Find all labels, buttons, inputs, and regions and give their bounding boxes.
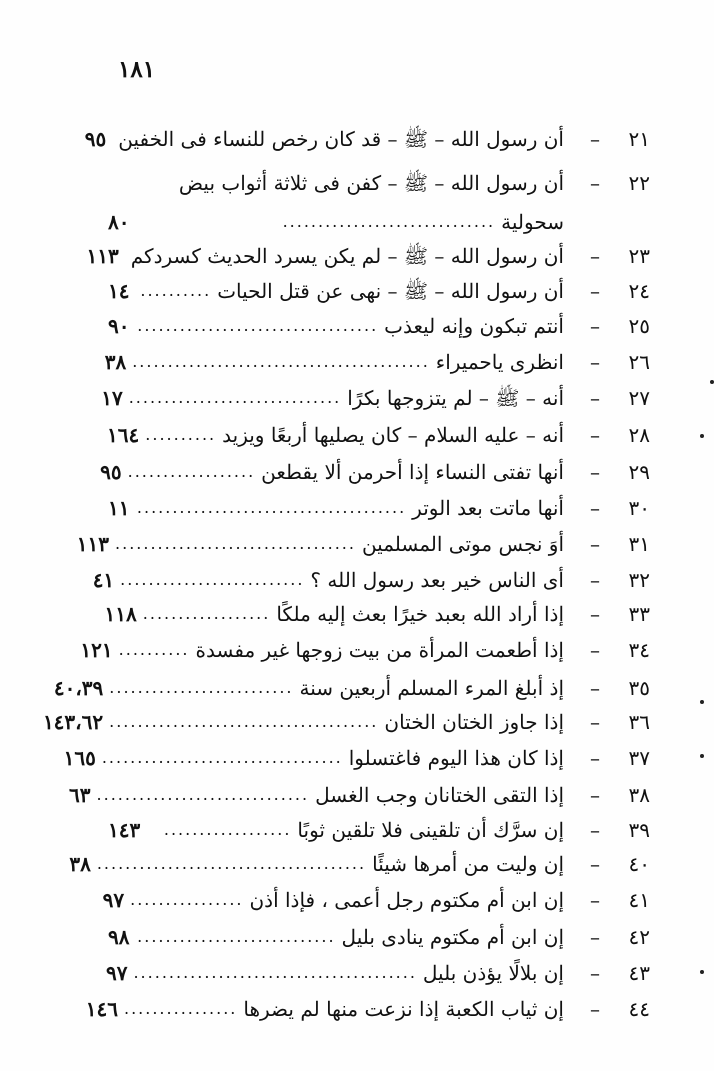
- leader-dots: ..............................: [96, 785, 310, 804]
- entry-number: ٢٩: [628, 460, 650, 484]
- entry-page-ref: ٦٣: [69, 783, 91, 807]
- index-entry: [69, 778, 650, 812]
- index-entry: [63, 741, 650, 775]
- leader-dots: ............................: [137, 927, 336, 946]
- entry-dash: –: [590, 279, 600, 303]
- entry-page-ref: ٩٥: [84, 127, 107, 151]
- entry-page-ref: ٤٠،٣٩: [53, 676, 104, 700]
- entry-text: أى الناس خير بعد رسول الله ؟: [310, 568, 564, 592]
- entry-body: [85, 992, 564, 1026]
- entry-body: [69, 847, 564, 881]
- entry-body: [108, 309, 564, 343]
- leader-dots: ..................: [163, 820, 292, 839]
- entry-page-ref: ١٤٣،٦٢: [42, 710, 104, 734]
- index-entry: [102, 883, 650, 917]
- entry-body: [108, 491, 564, 525]
- entry-dash: –: [590, 460, 600, 484]
- entry-text: أنتم تبكون وإنه ليعذب: [384, 314, 564, 338]
- index-entry: [69, 847, 650, 881]
- index-entry: [42, 705, 650, 739]
- entry-number: ٢٥: [628, 314, 650, 338]
- entry-number: ٢٨: [628, 423, 650, 447]
- entry-text: إن ابن أم مكتوم ينادى بليل: [341, 925, 564, 949]
- entry-number: ٣٣: [628, 602, 650, 626]
- index-entry: [108, 274, 650, 308]
- margin-mark: [700, 434, 704, 438]
- entry-dash: –: [590, 997, 600, 1021]
- index-entry: [76, 527, 650, 561]
- entry-number: ٣٤: [628, 638, 650, 662]
- leader-dots: ..........: [118, 640, 190, 659]
- entry-text: أنها ماتت بعد الوتر: [412, 496, 564, 520]
- entry-page-ref: ٩٨: [108, 925, 130, 949]
- entry-text: سحولية: [501, 210, 564, 234]
- leader-dots: ........................................: [133, 963, 417, 982]
- entry-text: أن رسول الله – ﷺ – كفن فى ثلاثة أثواب بيض: [178, 171, 564, 195]
- entry-dash: –: [590, 852, 600, 876]
- index-entry: [80, 633, 650, 667]
- entry-page-ref: ٤١: [92, 568, 115, 592]
- entry-page-ref: ٩٧: [102, 888, 125, 912]
- entry-number: ٢٣: [628, 244, 650, 268]
- entry-body: [105, 956, 564, 990]
- entry-body: [76, 527, 564, 561]
- entry-body: [102, 883, 564, 917]
- entry-dash: –: [590, 710, 600, 734]
- entry-text: إن ابن أم مكتوم رجل أعمى ، فإذا أذن: [249, 888, 564, 912]
- leader-dots: ..................: [127, 462, 256, 481]
- entry-text: أنه – عليه السلام – كان يصليها أربعًا ويزيد: [222, 423, 564, 447]
- entry-body: [104, 345, 564, 379]
- entry-body: [86, 239, 564, 273]
- entry-dash: –: [590, 568, 600, 592]
- leader-dots: ..........................................: [132, 352, 430, 371]
- leader-dots: ..........................: [120, 570, 305, 589]
- entry-number: ٣٧: [628, 746, 650, 770]
- entry-page-ref: ٩٧: [105, 961, 128, 985]
- entry-number: ٤١: [628, 888, 650, 912]
- entry-dash: –: [590, 244, 600, 268]
- entry-text: أن رسول الله – ﷺ – قد كان رخص للنساء فى الخفين: [118, 127, 564, 151]
- entry-dash: –: [590, 171, 600, 195]
- index-entry: [105, 956, 650, 990]
- index-entry: [100, 455, 650, 489]
- leader-dots: ..........................: [109, 678, 294, 697]
- index-entry: [86, 239, 650, 273]
- leader-dots: ..........: [145, 425, 217, 444]
- entry-text: إن سرَّك أن تلقينى فلا تلقين ثوبًا: [297, 818, 564, 842]
- entry-page-ref: ١١٨: [104, 602, 137, 626]
- entry-number: ٢١: [628, 127, 650, 151]
- leader-dots: ......................................: [136, 498, 407, 517]
- leader-dots: ......................................: [109, 712, 379, 731]
- entry-text: إذا أراد الله بعبد خيرًا بعث إليه ملكًا: [276, 602, 564, 626]
- leader-dots: ..................................: [137, 316, 379, 335]
- entry-text: إن ثياب الكعبة إذا نزعت منها لم يضرها: [243, 997, 564, 1021]
- entry-body: [84, 122, 564, 156]
- leader-dots: ..............................: [282, 212, 496, 231]
- entry-text: أنها تفتى النساء إذا أحرمن ألا يقطعن: [261, 460, 564, 484]
- entry-text: انظرى ياحميراء: [435, 350, 564, 374]
- entry-number: ٣٥: [628, 676, 650, 700]
- entry-body: [108, 418, 564, 452]
- entry-page-ref: ١٧: [101, 386, 123, 410]
- entry-page-ref: ٣٨: [104, 350, 127, 374]
- entry-body: [100, 455, 564, 489]
- index-entry: [104, 597, 650, 631]
- entry-page-ref: ١١٣: [86, 244, 119, 268]
- index-entry: [108, 309, 650, 343]
- entry-number: ٤٢: [628, 925, 650, 949]
- index-entry: [108, 418, 650, 452]
- index-entry: [84, 122, 650, 156]
- entry-body: [42, 705, 564, 739]
- entry-page-ref: ١٢١: [80, 638, 113, 662]
- entry-page-ref: ٩٠: [108, 314, 130, 338]
- index-entry: [108, 166, 650, 200]
- leader-dots: ................: [124, 999, 238, 1018]
- entry-page-ref: ٨٠: [108, 210, 130, 234]
- entry-dash: –: [590, 888, 600, 912]
- entry-number: ٣٢: [628, 568, 650, 592]
- margin-mark: [700, 700, 704, 704]
- entry-body: [108, 813, 564, 847]
- entry-dash: –: [590, 532, 600, 556]
- entry-number: ٣٨: [628, 783, 650, 807]
- entry-dash: –: [590, 602, 600, 626]
- entry-number: ٤٣: [628, 961, 650, 985]
- entry-page-ref: ١١٣: [76, 532, 110, 556]
- entry-page-ref: ١٤٦: [85, 997, 118, 1021]
- leader-dots: ..........: [140, 281, 212, 300]
- leader-dots: ..................: [142, 604, 271, 623]
- entry-body: [92, 563, 564, 597]
- margin-mark: [700, 754, 704, 758]
- entry-dash: –: [590, 496, 600, 520]
- leader-dots: ................: [130, 890, 244, 909]
- entry-number: ٢٧: [628, 386, 650, 410]
- margin-mark: [700, 970, 704, 974]
- entry-dash: –: [590, 925, 600, 949]
- index-entry: [53, 671, 650, 705]
- entry-number: ٤٠: [628, 852, 650, 876]
- entry-number: ٢٦: [628, 350, 650, 374]
- entry-text: أن رسول الله – ﷺ – نهى عن قتل الحيات: [217, 279, 564, 303]
- entry-page-ref: ٣٨: [69, 852, 91, 876]
- entry-body: [108, 274, 564, 308]
- index-entry: [101, 381, 650, 415]
- index-entry: [104, 345, 650, 379]
- entry-number: ٢٢: [628, 171, 650, 195]
- entry-dash: –: [590, 314, 600, 338]
- entry-body: [80, 633, 564, 667]
- entry-page-ref: ١١: [108, 496, 130, 520]
- entry-body: [104, 597, 564, 631]
- entry-number: ٢٤: [628, 279, 650, 303]
- index-entry: [85, 992, 650, 1026]
- entry-text: إذا جاوز الختان الختان: [384, 710, 564, 734]
- entry-dash: –: [590, 386, 600, 410]
- entry-body: [108, 920, 564, 954]
- entry-text: إن وليت من أمرها شيئًا: [372, 852, 564, 876]
- entry-text: إن بلالًا يؤذن بليل: [422, 961, 564, 985]
- entry-page-ref: ١٦٤: [107, 423, 140, 447]
- index-entry: [108, 205, 650, 239]
- entry-page-ref: ١٦٥: [63, 746, 96, 770]
- leader-dots: ..............................: [128, 388, 342, 407]
- entry-page-ref: ١٤٣: [108, 818, 141, 842]
- entry-number: ٣١: [628, 532, 650, 556]
- entry-text: أنه – ﷺ – لم يتزوجها بكرًا: [347, 386, 564, 410]
- index-entry: [92, 563, 650, 597]
- entry-body: [63, 741, 564, 775]
- entry-text: إذا أطعمت المرأة من بيت زوجها غير مفسدة: [195, 638, 564, 662]
- entry-text: إذا كان هذا اليوم فاغتسلوا: [348, 746, 564, 770]
- entry-body: [101, 381, 564, 415]
- entry-dash: –: [590, 961, 600, 985]
- entry-dash: –: [590, 783, 600, 807]
- entry-page-ref: ٩٥: [100, 460, 122, 484]
- entry-page-ref: ١٤: [108, 279, 130, 303]
- margin-mark: [710, 380, 714, 384]
- entry-text: إذا التقى الختانان وجب الغسل: [315, 783, 564, 807]
- entry-dash: –: [590, 746, 600, 770]
- index-entry: [108, 920, 650, 954]
- page-number: ١٨١: [118, 56, 156, 83]
- entry-number: ٣٠: [628, 496, 650, 520]
- entry-number: ٣٦: [628, 710, 650, 734]
- entry-body: [108, 166, 564, 200]
- entry-body: [108, 205, 564, 239]
- entry-dash: –: [590, 127, 600, 151]
- entry-dash: –: [590, 676, 600, 700]
- entry-body: [53, 671, 564, 705]
- index-entry: [108, 491, 650, 525]
- entry-number: ٤٤: [628, 997, 650, 1021]
- leader-dots: ......................................: [96, 854, 367, 873]
- entry-dash: –: [590, 350, 600, 374]
- entry-body: [69, 778, 564, 812]
- entry-text: إذ أبلغ المرء المسلم أربعين سنة: [299, 676, 564, 700]
- leader-dots: ..................................: [101, 748, 343, 767]
- entry-dash: –: [590, 638, 600, 662]
- entry-dash: –: [590, 423, 600, 447]
- entry-text: أوَ نجس موتى المسلمين: [361, 532, 564, 556]
- entry-text: أن رسول الله – ﷺ – لم يكن يسرد الحديث كسردكم: [130, 244, 564, 268]
- index-entry: [108, 813, 650, 847]
- entry-dash: –: [590, 818, 600, 842]
- entry-number: ٣٩: [628, 818, 650, 842]
- leader-dots: ..................................: [115, 534, 356, 553]
